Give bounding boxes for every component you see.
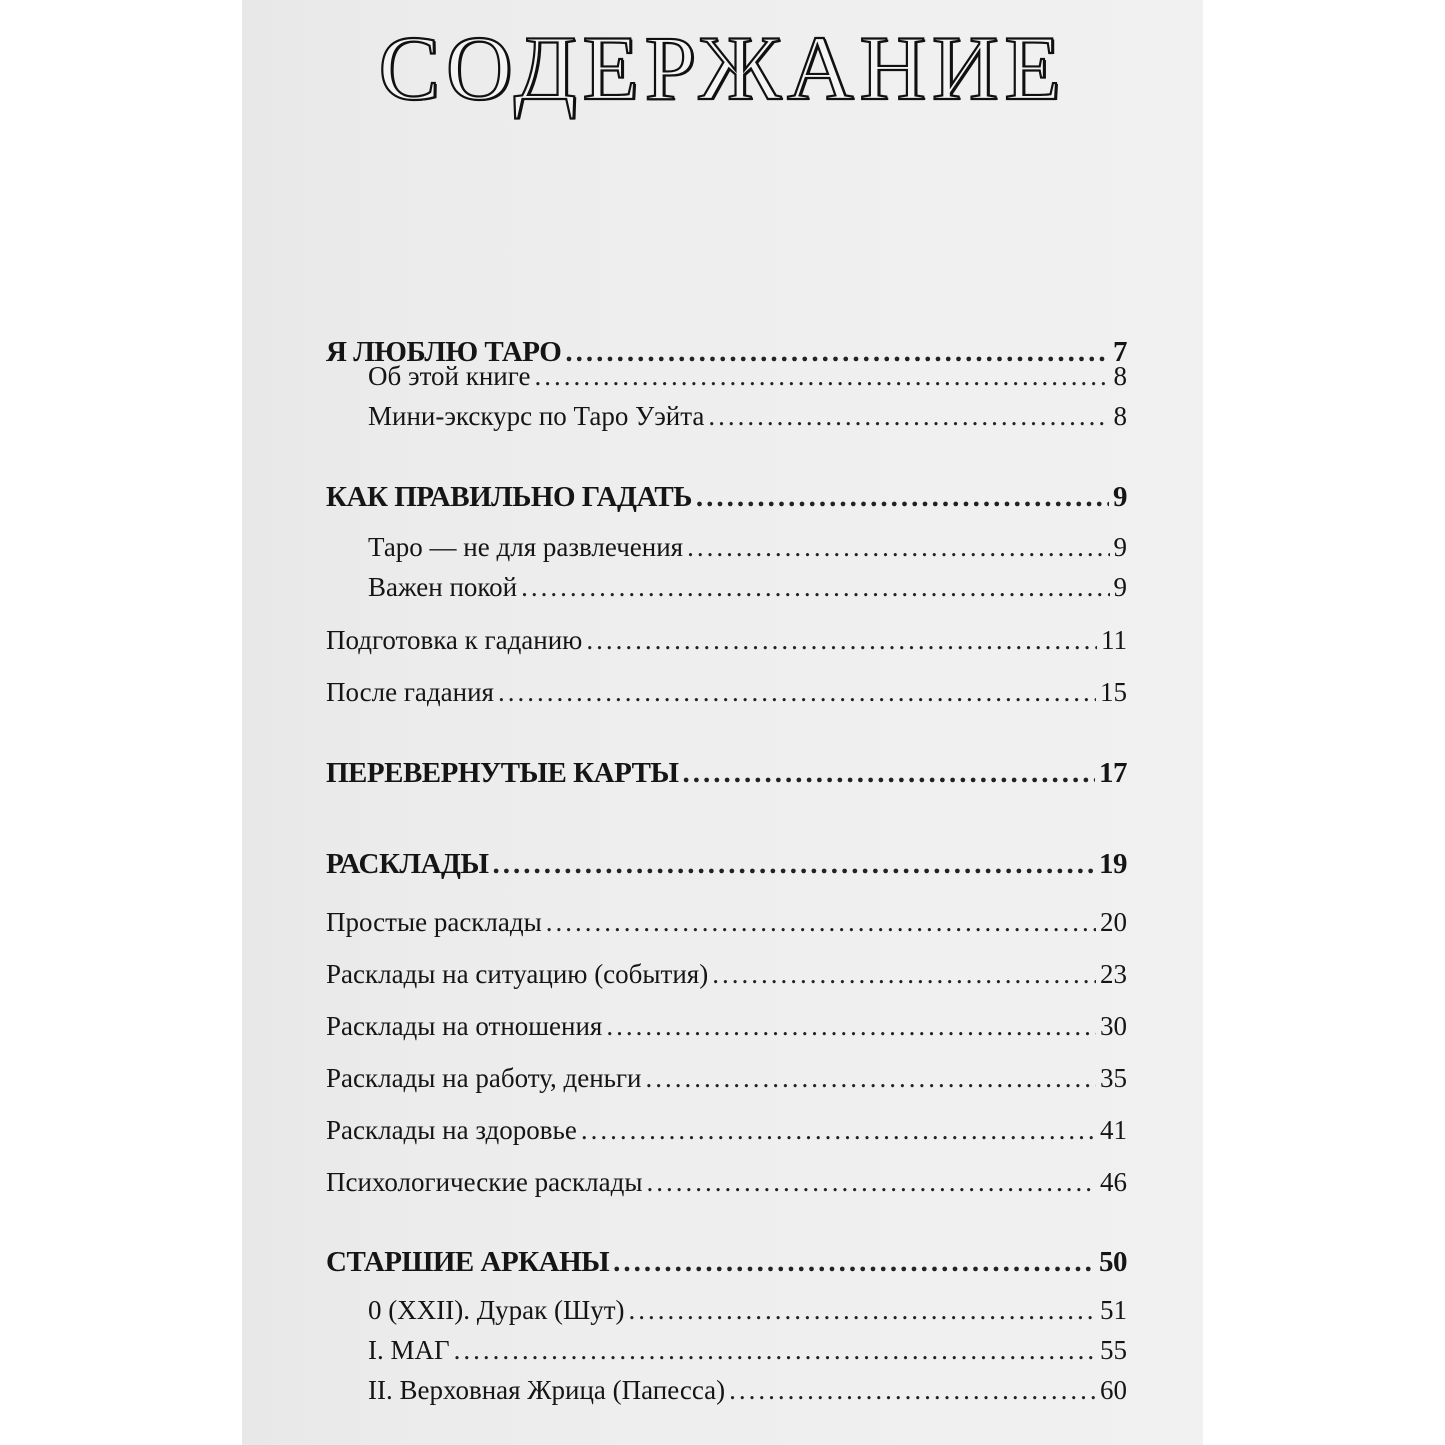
toc-entry bbox=[368, 1295, 1127, 1326]
toc-entry-label: Расклады на ситуацию (события) bbox=[326, 959, 709, 989]
toc-entry bbox=[326, 907, 1127, 938]
toc-entry bbox=[326, 1063, 1127, 1094]
toc-entry-label: Я ЛЮБЛЮ ТАРО bbox=[326, 336, 562, 368]
toc-entry-label: РАСКЛАДЫ bbox=[326, 848, 489, 880]
dot-leader bbox=[682, 757, 1095, 790]
toc-entry-label: 0 (XXII). Дурак (Шут) bbox=[368, 1295, 625, 1325]
toc-entry-page: 8 bbox=[1113, 401, 1127, 431]
toc-entry-page: 41 bbox=[1100, 1115, 1127, 1145]
toc-entry-page: 60 bbox=[1100, 1375, 1127, 1405]
dot-leader bbox=[729, 1375, 1096, 1406]
toc-entry-page: 55 bbox=[1100, 1335, 1127, 1365]
toc-entry-page: 20 bbox=[1100, 907, 1127, 937]
toc-entry-label: КАК ПРАВИЛЬНО ГАДАТЬ bbox=[326, 481, 692, 513]
toc-entry-page: 7 bbox=[1113, 336, 1127, 368]
toc-entry-label: II. Верховная Жрица (Папесса) bbox=[368, 1375, 726, 1405]
dot-leader bbox=[492, 848, 1095, 881]
toc-entry bbox=[326, 848, 1127, 881]
toc-entry-page: 46 bbox=[1100, 1167, 1127, 1197]
toc-entry bbox=[326, 1167, 1127, 1198]
dot-leader bbox=[454, 1335, 1096, 1366]
dot-leader bbox=[645, 1063, 1096, 1094]
toc-entry bbox=[368, 1335, 1127, 1366]
dot-leader bbox=[586, 625, 1097, 656]
toc-entry-label: Важен покой bbox=[368, 572, 518, 602]
toc-entry-label: Об этой книге bbox=[368, 361, 531, 391]
toc-entry-page: 8 bbox=[1113, 361, 1127, 391]
toc-entry-label: Простые расклады bbox=[326, 907, 542, 937]
dot-leader bbox=[534, 361, 1109, 392]
toc-entry-page: 11 bbox=[1101, 625, 1127, 655]
toc-entry bbox=[326, 1011, 1127, 1042]
toc-entry bbox=[368, 361, 1127, 392]
toc-entry-page: 30 bbox=[1100, 1011, 1127, 1041]
toc-entry-page: 9 bbox=[1113, 481, 1127, 513]
toc-entry-label: Расклады на здоровье bbox=[326, 1115, 577, 1145]
toc-entry bbox=[368, 532, 1127, 563]
toc-entry bbox=[326, 1246, 1127, 1279]
toc-entry-label: После гадания bbox=[326, 677, 494, 707]
dot-leader bbox=[687, 532, 1109, 563]
dot-leader bbox=[696, 481, 1109, 514]
dot-leader bbox=[581, 1115, 1096, 1146]
toc-entry-page: 15 bbox=[1100, 677, 1127, 707]
toc-entry-label: Психологические расклады bbox=[326, 1167, 643, 1197]
toc-entry bbox=[368, 1375, 1127, 1406]
dot-leader bbox=[647, 1167, 1097, 1198]
toc-entry bbox=[368, 572, 1127, 603]
toc-entry bbox=[326, 481, 1127, 514]
toc-entry-label: I. МАГ bbox=[368, 1335, 450, 1365]
toc-entry-page: 51 bbox=[1100, 1295, 1127, 1325]
toc-entry bbox=[326, 1115, 1127, 1146]
toc-entry bbox=[326, 625, 1127, 656]
dot-leader bbox=[606, 1011, 1096, 1042]
dot-leader bbox=[498, 677, 1096, 708]
dot-leader bbox=[629, 1295, 1097, 1326]
dot-leader bbox=[613, 1246, 1095, 1279]
toc-entry-label: Подготовка к гаданию bbox=[326, 625, 583, 655]
page-title: СОДЕРЖАНИЕ bbox=[378, 17, 1067, 119]
dot-leader bbox=[708, 401, 1109, 432]
dot-leader bbox=[712, 959, 1096, 990]
toc-entry-page: 9 bbox=[1113, 532, 1127, 562]
toc-entry-label: Расклады на отношения bbox=[326, 1011, 603, 1041]
dot-leader bbox=[521, 572, 1109, 603]
toc-entry-page: 50 bbox=[1099, 1246, 1127, 1278]
toc-entry-label: Мини-экскурс по Таро Уэйта bbox=[368, 401, 705, 431]
toc-entry-label: Расклады на работу, деньги bbox=[326, 1063, 642, 1093]
toc-entry-page: 9 bbox=[1113, 572, 1127, 602]
toc-entry bbox=[326, 959, 1127, 990]
toc-entry-label: СТАРШИЕ АРКАНЫ bbox=[326, 1246, 610, 1278]
toc-entry bbox=[326, 757, 1127, 790]
toc-entry-page: 17 bbox=[1099, 757, 1127, 789]
toc-entry-label: ПЕРЕВЕРНУТЫЕ КАРТЫ bbox=[326, 757, 679, 789]
toc-entry-page: 23 bbox=[1100, 959, 1127, 989]
toc-entry bbox=[368, 401, 1127, 432]
dot-leader bbox=[546, 907, 1096, 938]
toc-entry-page: 35 bbox=[1100, 1063, 1127, 1093]
toc-entry-page: 19 bbox=[1099, 848, 1127, 880]
toc-entry-label: Таро — не для развлечения bbox=[368, 532, 684, 562]
toc-entry bbox=[326, 677, 1127, 708]
book-page bbox=[242, 0, 1203, 1445]
